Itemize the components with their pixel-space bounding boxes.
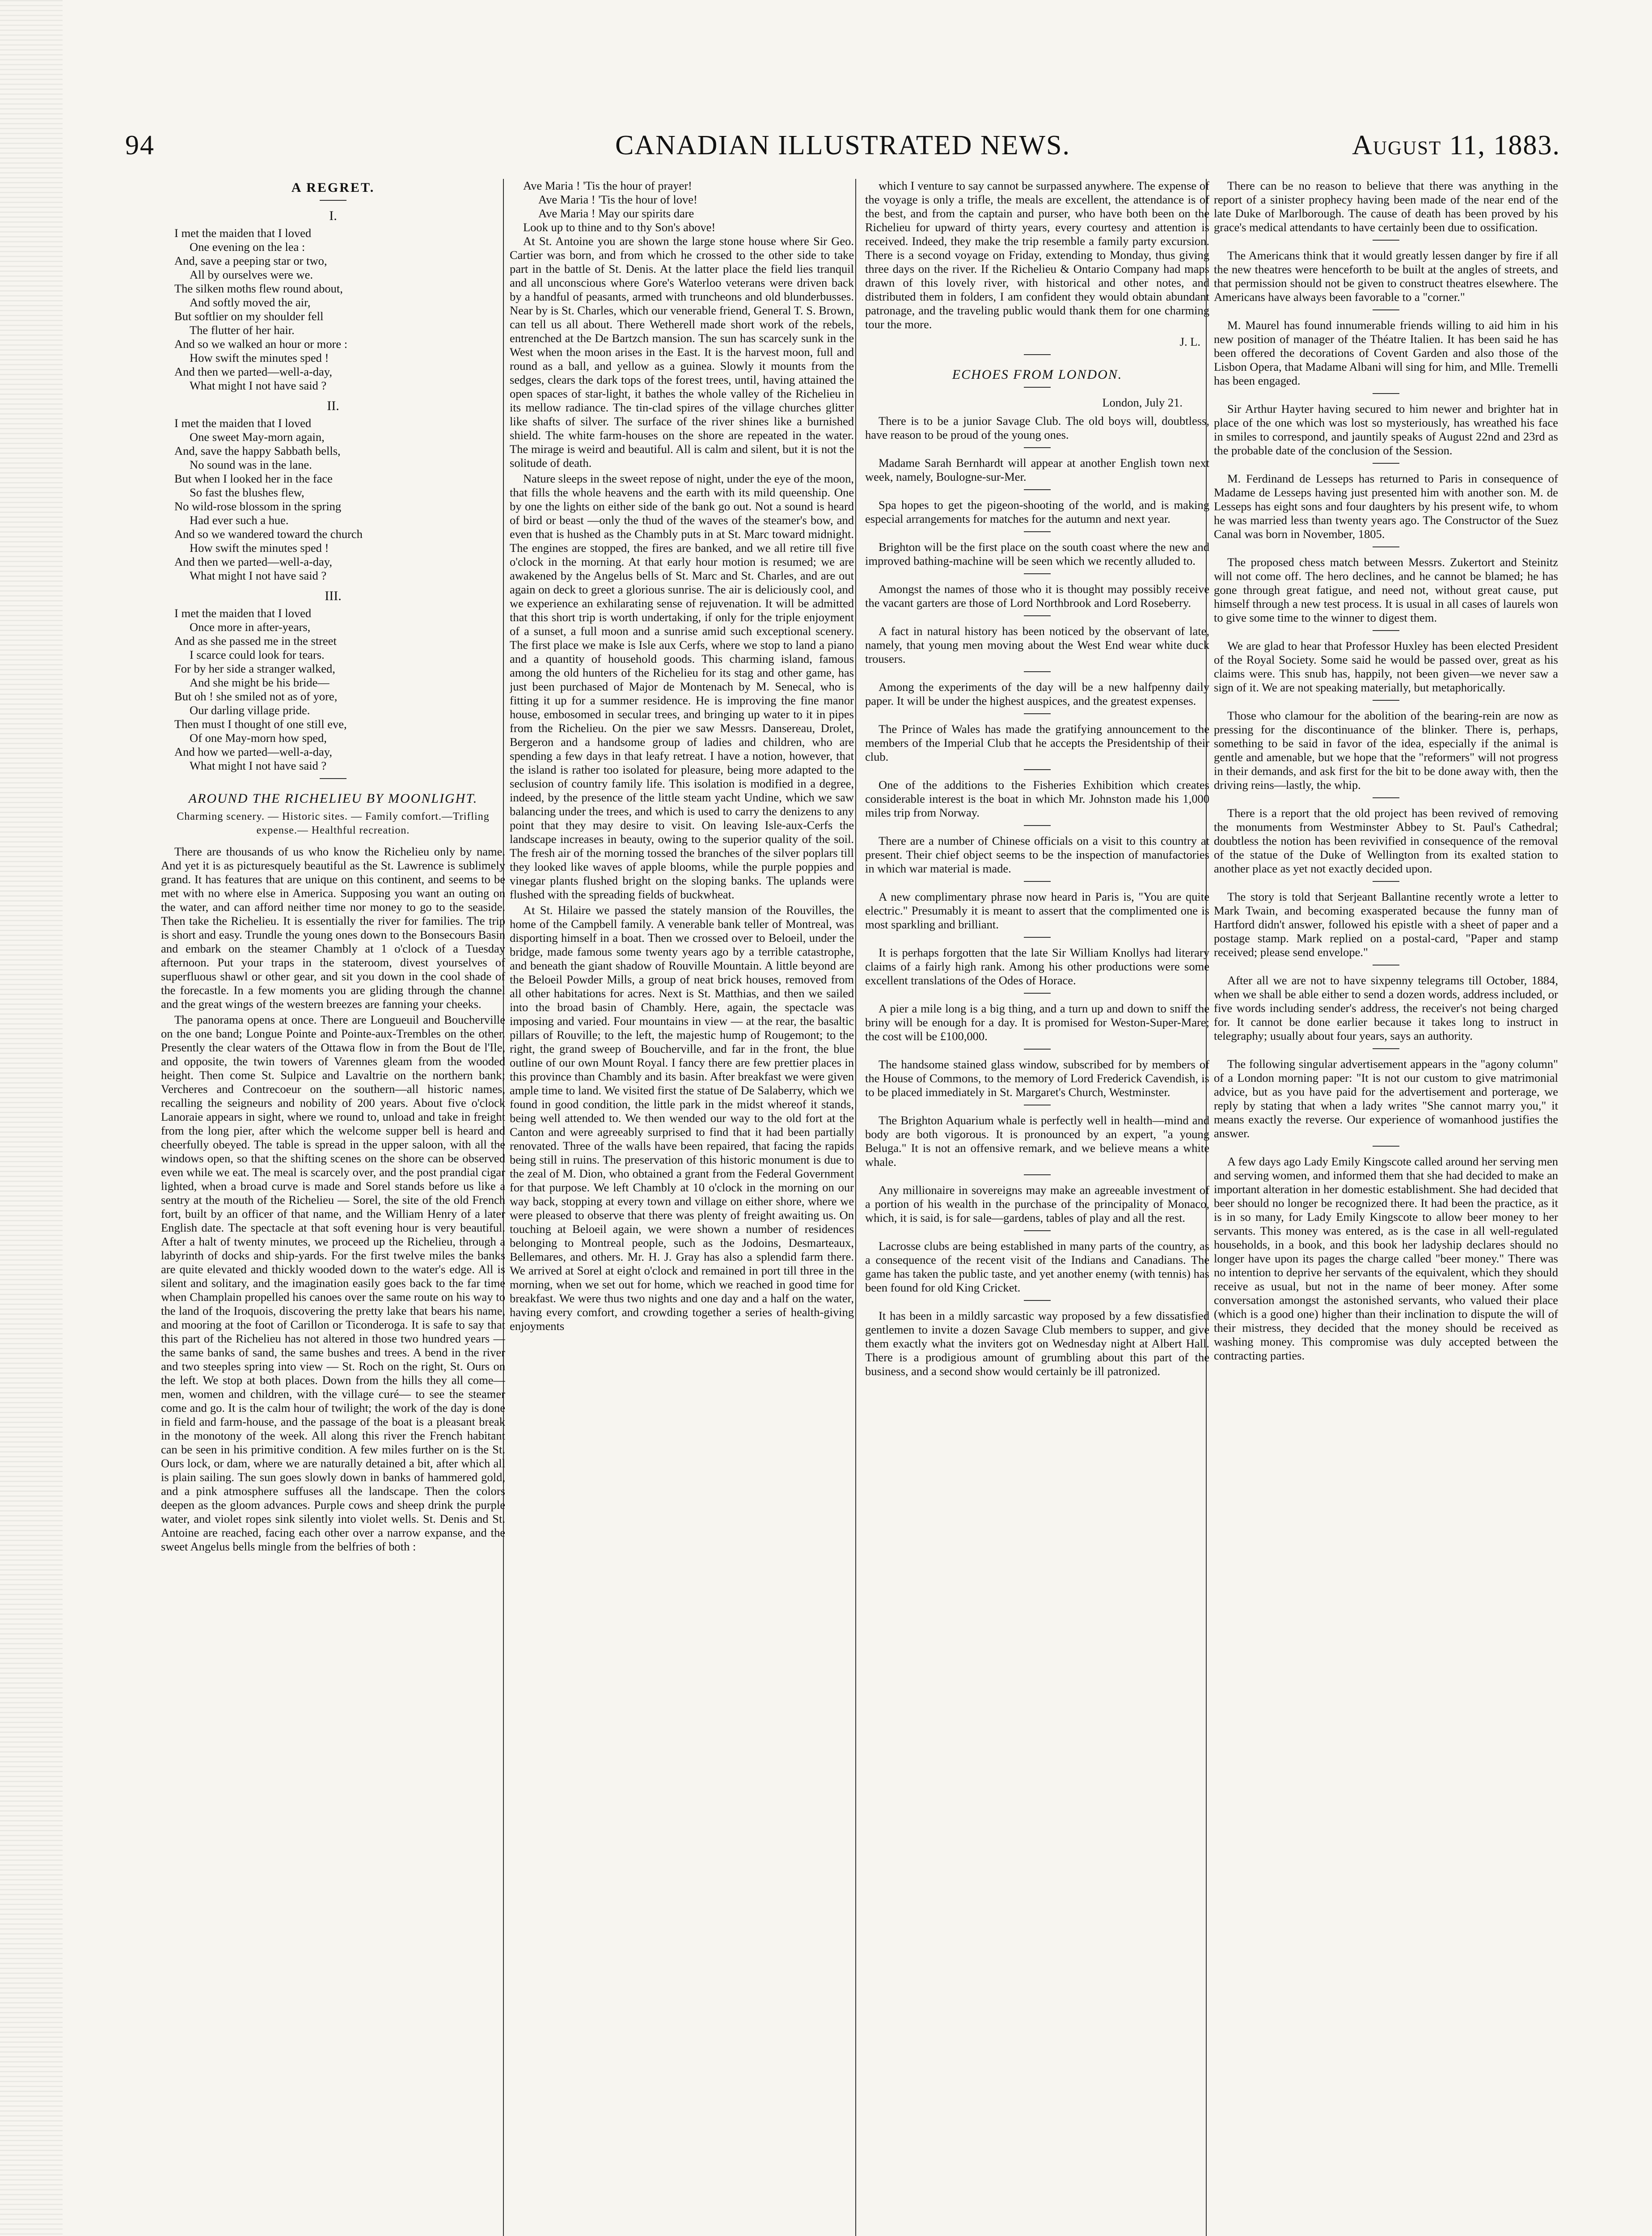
page-edge-stain (0, 0, 63, 2236)
poem-line: Our darling village pride. (190, 703, 310, 717)
echoes-items-col3 (865, 414, 1209, 1378)
column-2 (510, 179, 854, 2236)
news-item: A fact in natural history has been noticed by the observant of late, namely, that young men moving about the West End wear white duck trousers. (865, 624, 1209, 665)
paragraph: At St. Antoine you are shown the large stone house where Sir Geo. Cartier was born, and from which he crossed to the other side to take part in the battle of St. Denis. At the latter place the field lies tranquil and all unconscious where Gore's Waterloo veterans were driven back by a handful of peasants, armed with truncheons and old blunderbusses. Near by is St. Charles, which our venerable friend, General T. S. Brown, can tell us all about. There Wetherell made short work of the rebels, entrenched at the De Bartzch mansion. The sun has scarcely sunk in the West when the moon arises in the East. It is the harvest moon, full and round as a ball, and yellow as a guinea. Slowly it mounts from the sedges, clears the dark tops of the forest trees, until, having attained the open spaces of star-light, it bathes the whole valley of the Richelieu in its mellow radiance. The tin-clad spires of the village churches glitter like shafts of silver. The surface of the river shines like a burnished shield. The white farm-houses on the shore are repeated in the water. The mirage is weird and beautiful. All is calm and silent, but it is not the solitude of death. (510, 234, 854, 470)
item-separator (1373, 700, 1399, 701)
item-separator (1024, 1230, 1051, 1231)
poem-stanza (174, 606, 505, 773)
poem-line: But when I looked her in the face (174, 472, 333, 485)
poem-stanza (174, 416, 505, 583)
article-title-echoes: ECHOES FROM LONDON. (952, 367, 1123, 382)
news-item: Sir Arthur Hayter having secured to him newer and brighter hat in place of the one which was lost so mysteriously, has wreathed his face in smiles to correspond, and jauntily speaks of August 22nd and 23rd as the probable date of the conclusion of the Session. (1214, 402, 1558, 457)
news-item: The Americans think that it would greatly lessen danger by fire if all the new theatres were henceforth to be built at the angles of streets, and that permission should not be given to construct theatres elsewhere. The Americans have always been favorable to a "corner." (1214, 249, 1558, 304)
item-separator (1373, 463, 1399, 464)
richelieu-text-col2 (510, 234, 854, 1333)
item-separator (1024, 671, 1051, 672)
poem-line: And then we parted—well-a-day, (174, 365, 332, 378)
poem-line: What might I not have said ? (190, 379, 327, 392)
news-item: The following singular advertisement appears in the "agony column" of a London morning paper: "It is not our custom to give matrimonial advice, but as you have paid for the advertisement and porterage, we reply by stating that when a lady writes "She cannot marry you," it means exactly the reverse. Our experience of womanhood justifies the answer. (1214, 1057, 1558, 1140)
column-1 (161, 179, 505, 2236)
item-separator (1024, 713, 1051, 714)
section-rule (1024, 354, 1051, 355)
poem-line: And, save the happy Sabbath bells, (174, 444, 341, 457)
news-item: Madame Sarah Bernhardt will appear at another English town next week, namely, Boulogne-sur-Mer. (865, 456, 1209, 483)
column-4 (1214, 179, 1558, 2236)
stanza-numeral: I. (329, 208, 337, 223)
paragraph: There are thousands of us who know the Richelieu only by name. And yet it is as picturesquely beautiful as the St. Lawrence is sublimely grand. It has features that are unique on this continent, and seems to be met with no where else in America. Supposing you want an outing on the water, and can afford neither time nor money to go to the seaside. Then take the Richelieu. It is essentially the river for families. The trip is short and easy. Trundle the young ones down to the Bonsecours Basin and embark on the steamer Chambly at 1 o'clock of a Tuesday afternoon. Put your traps in the stateroom, divest yourselves of superfluous shawl or other gear, and sit you down in the cool shade of the forecastle. In a few moments you are gliding through the channel and the great wings of the western breezes are fanning your cheeks. (161, 845, 505, 1011)
verse-line: Ave Maria ! 'Tis the hour of prayer! (523, 179, 692, 192)
poem-line: One evening on the lea : (190, 240, 305, 254)
news-item: Amongst the names of those who it is thought may possibly receive the vacant garters are those of Lord Northbrook and Lord Roseberry. (865, 582, 1209, 610)
poem-line: The flutter of her hair. (190, 323, 295, 337)
news-item: Those who clamour for the abolition of the bearing-rein are now as pressing for the discontinuance of the blinker. There is, perhaps, something to be said in favor of the idea, especially if the animal is gentle and amenable, but we hope that the "reformers" will not progress in their demands, and ask first for the bit to be done away with, then the driving reins—lastly, the whip. (1214, 709, 1558, 792)
item-separator (1373, 1146, 1399, 1147)
column-3 (865, 179, 1209, 2236)
poem-line: And then we parted—well-a-day, (174, 555, 332, 568)
item-separator (1373, 1048, 1399, 1049)
poem-line: But oh ! she smiled not as of yore, (174, 690, 338, 703)
news-item: The story is told that Serjeant Ballantine recently wrote a letter to Mark Twain, and becoming exasperated because the funny man of Hartford didn't answer, followed his epistle with a sheet of paper and a postage stamp. Mark replied on a postal-card, "Paper and stamp received; please send envelope." (1214, 890, 1558, 959)
poem-line: No wild-rose blossom in the spring (174, 500, 342, 513)
poem-line: The silken moths flew round about, (174, 282, 343, 295)
poem-line: I met the maiden that I loved (174, 606, 312, 620)
poem-line: And how we parted—well-a-day, (174, 745, 332, 758)
poem-line: All by ourselves were we. (190, 268, 313, 281)
poem-line: How swift the minutes sped ! (190, 351, 329, 364)
news-item: Lacrosse clubs are being established in many parts of the country, as a consequence of the recent visit of the Indians and Canadians. The game has taken the public taste, and yet another enemy (with tennis) has been found for old King Cricket. (865, 1239, 1209, 1294)
news-item: One of the additions to the Fisheries Exhibition which creates considerable interest is the boat in which Mr. Johnston made his 1,000 miles trip from Norway. (865, 778, 1209, 819)
item-separator (1024, 489, 1051, 490)
news-item: There are a number of Chinese officials on a visit to this country at present. Their chief object seems to be the inspection of manufactories in which war material is made. (865, 834, 1209, 875)
item-separator (1373, 965, 1399, 966)
poem-line: For by her side a stranger walked, (174, 662, 335, 675)
poem-line: And softly moved the air, (190, 296, 311, 309)
article-signature: J. L. (1179, 335, 1200, 348)
news-item: There is to be a junior Savage Club. The old boys will, doubtless, have reason to be proud of the young ones. (865, 414, 1209, 441)
item-separator (1024, 615, 1051, 616)
item-separator (1024, 993, 1051, 994)
poem-regret (161, 209, 505, 773)
news-item: A new complimentary phrase now heard in Paris is, "You are quite electric." Presumably it is meant to assert that the complimented one is most sparkling and brilliant. (865, 890, 1209, 931)
news-item: The Brighton Aquarium whale is perfectly well in health—mind and body are both vigorous. It is pronounced by an expert, "a young Beluga." It is not an offensive remark, and we believe means a white whale. (865, 1114, 1209, 1169)
dateline: London, July 21. (1102, 396, 1183, 409)
item-separator (1373, 797, 1399, 798)
item-separator (1024, 825, 1051, 826)
paragraph: At St. Hilaire we passed the stately mansion of the Rouvilles, the home of the Campbell family. A venerable bank teller of Montreal, was disporting himself in a boat. Then we crossed over to Beloeil, under the bridge, made famous some twenty years ago by a terrible catastrophe, and beneath the giant shadow of Rouville Mountain. A little beyond are the Beloeil Powder Mills, a group of neat brick houses, removed from all other habitations for acres. Next is St. Matthias, and then we sailed into the broad basin of Chambly. Here, again, the spectacle was imposing and varied. Four mountains in view — at the rear, the basaltic pillars of Rouville; to the left, the majestic hump of Rougemont; to the right, the grand sweep of Boucherville, and far in the front, the blue outline of our own Mount Royal. I fancy there are few prettier places in this province than Chambly and its basin. After breakfast we were given ample time to land. We visited first the statue of De Salaberry, which we found in good condition, the little park in the midst whereof it stands, being well attended to. We then wended our way to the old fort at the Canton and were agreeably surprised to find that it had been partially renovated. Three of the walls have been repaired, that facing the rapids being still in ruins. The preservation of this historic monument is due to the zeal of M. Dion, who obtained a grant from the Federal Government for that purpose. We left Chambly at 10 o'clock in the morning on our way back, stopping at every town and village on either shore, where we were pleased to observe that there was plenty of freight awaiting us. On touching at Beloeil again, we were shown a number of residences belonging to Montreal people, such as the Jodoins, Desmarteaux, Bellemares, and others. Mr. H. J. Gray has also a splendid farm there. We arrived at Sorel at eight o'clock and remained in port till three in the morning, when we set out for home, which we reached in good time for breakfast. We were thus two nights and one day and a half on the water, having every comfort, and crowding together a series of health-giving enjoyments (510, 903, 854, 1333)
poem-line: And as she passed me in the street (174, 634, 337, 648)
poem-line: No sound was in the lane. (190, 458, 312, 471)
item-separator (1024, 769, 1051, 770)
poem-title: A REGRET. (291, 180, 375, 195)
news-item: The handsome stained glass window, subscribed for by members of the House of Commons, to the memory of Lord Frederick Cavendish, is to be placed immediately in St. Margaret's Church, Westminster. (865, 1058, 1209, 1099)
news-item: The proposed chess match between Messrs. Zukertort and Steinitz will not come off. The hero declines, and he cannot be blamed; he has gone through great fatigue, and need not, without great cause, put himself through a new test process. It is usual in all cases of laurels won to give some time to the winner to digest them. (1214, 555, 1558, 624)
news-item: Spa hopes to get the pigeon-shooting of the world, and is making especial arrangements for matches for the autumn and next year. (865, 498, 1209, 525)
news-item: A pier a mile long is a big thing, and a turn up and down to sniff the briny will be enough for a day. It is promised for Weston-Super-Mare; the cost will be £100,000. (865, 1002, 1209, 1043)
news-item: It has been in a mildly sarcastic way proposed by a few dissatisfied gentlemen to invite a dozen Savage Club members to supper, and give them exactly what the inviters got on Wednesday night at Albert Hall. There is a prodigious amount of grumbling about this part of the business, and a second show would certainly be ill patronized. (865, 1309, 1209, 1378)
news-item: Any millionaire in sovereigns may make an agreeable investment of a portion of his wealth in the purchase of the principality of Monaco, which, it is said, is for sale—gardens, tables of play and all the rest. (865, 1183, 1209, 1224)
poem-line: I met the maiden that I loved (174, 226, 312, 240)
item-separator (1024, 531, 1051, 532)
item-separator (1373, 393, 1399, 394)
stanza-numeral: II. (327, 398, 339, 413)
title-rule (1024, 387, 1051, 388)
verse-line: Ave Maria ! 'Tis the hour of love! (538, 193, 697, 206)
poem-line: Had ever such a hue. (190, 513, 289, 527)
news-item: M. Ferdinand de Lesseps has returned to Paris in consequence of Madame de Lesseps having just presented him with another son. M. de Lesseps has eight sons and four daughters by his present wife, to whom he was married less than twenty years ago. The Constructor of the Suez Canal was born in November, 1805. (1214, 472, 1558, 541)
masthead (125, 130, 1560, 170)
paragraph: Nature sleeps in the sweet repose of night, under the eye of the moon, that fills the whole heavens and the earth with its mild queenship. One by one the lights on either side of the bank go out. Not a sound is heard of bird or beast —only the thud of the waves of the steamer's bow, and even that is hushed as the Chambly puts in at St. Marc toward midnight. The engines are stopped, the fires are banked, and we all retire till five o'clock in the morning. At that early hour motion is resumed; we are awakened by the Angelus bells of St. Marc and St. Charles, and are out again on deck to greet a glorious sunrise. The air is deliciously cool, and we experience an exhilarating sense of rejuvenation. It will be admitted that this short trip is worth undertaking, if only for the triple enjoyment of a sunset, a full moon and a sunrise amid such exceptional scenery. The first place we make is Isle aux Cerfs, where we stop to land a piano and a quantity of household goods. This charming island, famous among the old hunters of the Richelieu for its stag and other game, has just been purchased of Major de Montenach by M. Senecal, who is fitting it up for a summer residence. He is improving the fine manor house, embosomed in secular trees, and bringing up water to it in pipes from the Richelieu. On the pier we saw Messrs. Dansereau, Drolet, Bergeron and a handsome group of ladies and children, who are spending a few days in that leafy retreat. I have a notion, however, that the island is rather too isolated for pleasure, being more adapted to the seclusion of country family life. This isolation is modified in a degree, indeed, by the presence of the little steam yacht Undine, which we saw balancing under the trees, and which is used to carry the denizens to any point that they may desire to visit. On leaving Isle-aux-Cerfs the landscape increases in beauty, owing to the superior quality of the soil. The fresh air of the morning tossed the branches of the silver poplars till they looked like waves of apple blooms, while the purple poppies and vinegar plants flushed bright on the sloping banks. The uplands were flushed with the spreading fields of buckwheat. (510, 472, 854, 901)
richelieu-conclusion: which I venture to say cannot be surpassed anywhere. The expense of the voyage is only a trifle, the meals are excellent, the attendance is of the best, and from the captain and purser, who have both been on the Richelieu for upward of thirty years, every courtesy and attention is received. Indeed, they make the trip resemble a family party excursion. There is a second voyage on Friday, extending to Monday, thus giving three days on the river. If the Richelieu & Ontario Company had maps drawn of this lovely river, with historical and other notes, and distributed them in folders, I am confident they would obtain abundant patronage, and the traveling public would thank them for one charming tour the more. (865, 179, 1209, 331)
poem-line: I scarce could look for tears. (190, 648, 325, 661)
poem-line: And she might be his bride— (190, 676, 330, 689)
poem-line: Of one May-morn how sped, (190, 731, 327, 745)
issue-date: August 11, 1883. (1352, 130, 1560, 161)
news-item: After all we are not to have sixpenny telegrams till October, 1884, when we shall be able either to send a dozen words, address included, or five words including sender's address, the receiver's not being charged for. It cannot be done earlier because it takes long to instruct in telegraphy; usually about four years, says an authority. (1214, 974, 1558, 1042)
item-separator (1373, 630, 1399, 631)
poem-line: How swift the minutes sped ! (190, 541, 329, 555)
poem-line: And so we wandered toward the church (174, 527, 363, 541)
item-separator (1024, 1300, 1051, 1301)
item-separator (1024, 937, 1051, 938)
poem-line: Once more in after-years, (190, 620, 311, 634)
verse-line: Ave Maria ! May our spirits dare (538, 207, 694, 220)
news-item: Among the experiments of the day will be a new halfpenny daily paper. It will be under the highest auspices, and the greatest expenses. (865, 680, 1209, 707)
poem-line: But softlier on my shoulder fell (174, 309, 324, 323)
item-separator (1024, 1049, 1051, 1050)
section-rule (320, 778, 346, 779)
stanza-numeral: III. (325, 589, 342, 603)
richelieu-text-col1 (161, 845, 505, 1554)
news-item: M. Maurel has found innumerable friends willing to aid him in his new position of manager of the Théatre Italien. It has been said he has been offered the decorations of Covent Garden and also those of the Lisbon Opera, that Madame Albani will sing for him, and Mlle. Tremelli has been engaged. (1214, 318, 1558, 387)
news-item: There is a report that the old project has been revived of removing the monuments from Westminster Abbey to St. Paul's Cathedral; doubtless the notion has been revivified in consequence of the removal of the statue of the Duke of Wellington from its exalted station to another place as yet not exactly decided upon. (1214, 806, 1558, 875)
news-item: The Prince of Wales has made the gratifying announcement to the members of the Imperial Club that he accepts the Presidentship of their club. (865, 722, 1209, 763)
poem-line: And so we walked an hour or more : (174, 337, 348, 351)
article-subtitle: Charming scenery. — Historic sites. — Family comfort.—Trifling expense.— Healthful recreation. (177, 811, 490, 836)
page-number: 94 (125, 130, 155, 161)
news-item: There can be no reason to believe that there was anything in the report of a sinister prophecy having been made of the near end of the late Duke of Marlborough. The cause of death has been proved by his grace's medical attendants to have certainly been due to ossification. (1214, 179, 1558, 234)
item-separator (1024, 573, 1051, 574)
verse-line: Look up to thine and to thy Son's above! (523, 220, 716, 234)
news-item: Brighton will be the first place on the south coast where the new and improved bathing-machine will be seen which we recently alluded to. (865, 540, 1209, 567)
item-separator (1024, 447, 1051, 448)
poem-line: One sweet May-morn again, (190, 430, 325, 444)
poem-line: What might I not have said ? (190, 759, 327, 772)
article-title-richelieu: AROUND THE RICHELIEU BY MOONLIGHT. (188, 791, 478, 806)
item-separator (1373, 309, 1399, 310)
item-separator (1024, 881, 1051, 882)
poem-stanza (174, 226, 505, 393)
title-rule (320, 200, 346, 201)
item-separator (1373, 881, 1399, 882)
news-item: We are glad to hear that Professor Huxley has been elected President of the Royal Society. Some said he would be passed over, great as his claims were. This snub has, happily, not been given—we never saw a sign of it. We are not speaking materially, but metaphorically. (1214, 639, 1558, 694)
news-item: A few days ago Lady Emily Kingscote called around her serving men and serving women, and informed them that she had decided to make an important alteration in her domestic establishment. She had decided that beer should no longer be recognized there. It had been the practice, as it is in so many, for Lady Emily Kingscote to allow beer money to her servants. This money was entered, as is the case in all well-regulated households, in a book, and this book her ladyship declares should no longer have upon its pages the charge called "beer money." There was no intention to deprive her servants of the equivalent, which they should receive as usual, but not in the name of beer money. After some conversation amongst the astonished servants, who valued their place (which is a good one) higher than their inclination to dispute the will of their mistress, they decided that the money should be received as washing money. This compromise was duly accepted between the contracting parties. (1214, 1155, 1558, 1362)
item-separator (1373, 546, 1399, 547)
ave-maria-verse (523, 179, 854, 234)
column-rule (855, 179, 856, 2236)
item-separator (1373, 240, 1399, 241)
poem-line: Then must I thought of one still eve, (174, 717, 347, 731)
news-item: It is perhaps forgotten that the late Sir William Knollys had literary claims of a fairly high rank. Among his other productions were some excellent translations of the Odes of Horace. (865, 946, 1209, 987)
newspaper-title: CANADIAN ILLUSTRATED NEWS. (615, 130, 1071, 161)
poem-line: So fast the blushes flew, (190, 486, 304, 499)
poem-line: And, save a peeping star or two, (174, 254, 327, 267)
echoes-items-col4 (1214, 179, 1558, 1363)
poem-line: What might I not have said ? (190, 569, 327, 582)
paragraph: The panorama opens at once. There are Longueuil and Boucherville on the one band; Longue Pointe and Pointe-aux-Trembles on the other. Presently the clear waters of the Ottawa flow in from the Bout de l'Ile, and opposite, the twin towers of Varennes gleam from the wooded height. Then come St. Sulpice and Lavaltrie on the northern bank; Vercheres and Contrecoeur on the southern—all historic names, recalling the seigneurs and nobility of 200 years. About five o'clock Lanoraie appears in sight, where we round to, unload and take in freight from the long pier, after which the welcome supper bell is heard and cheerfully obeyed. The table is spread in the upper saloon, with all the windows open, so that the shifting scenes on the shore can be observed even while we eat. The meal is scarcely over, and the post prandial cigar lighted, when a broad curve is made and Sorel stands before us like a sentry at the mouth of the Richelieu — Sorel, the site of the old French fort, built by an officer of that name, and the William Henry of a later English date. The spectacle at that soft evening hour is very beautiful. After a halt of twenty minutes, we proceed up the Richelieu, through a labyrinth of docks and ship-yards. For the first twelve miles the banks are quite elevated and thickly wooded down to the water's edge. All is silent and solitary, and the imagination easily goes back to the far time when Champlain propelled his canoes over the same route on his way to the land of the Iroquois, discovering the pretty lake that bears his name, and mooring at the foot of Carillon or Ticonderoga. It is safe to say that this part of the Richelieu has not altered in those two hundred years — the same banks of sand, the same bushes and trees. A bend in the river and two steeples spring into view — St. Roch on the right, St. Ours on the left. We stop at both places. Down from the hills they all come—men, women and children, with the village curé— to see the steamer come and go. It is the calm hour of twilight; the work of the day is done in field and farm-house, and the passage of the boat is a pleasant break in the monotony of the week. All along this river the French habitant can be seen in his primitive condition. A few miles further on is the St. Ours lock, or dam, where we are naturally detained a bit, after which all is plain sailing. The sun goes slowly down in banks of hammered gold, and a pink atmosphere suffuses all the landscape. Then the colors deepen as the gloom advances. Purple cows and sheep drink the purple water, and violet ropes sink silently into violet wells. St. Denis and St. Antoine are reached, facing each other over a narrow expanse, and the sweet Angelus bells mingle from the belfries of both : (161, 1013, 505, 1553)
poem-line: I met the maiden that I loved (174, 416, 312, 430)
item-separator (1024, 1174, 1051, 1175)
